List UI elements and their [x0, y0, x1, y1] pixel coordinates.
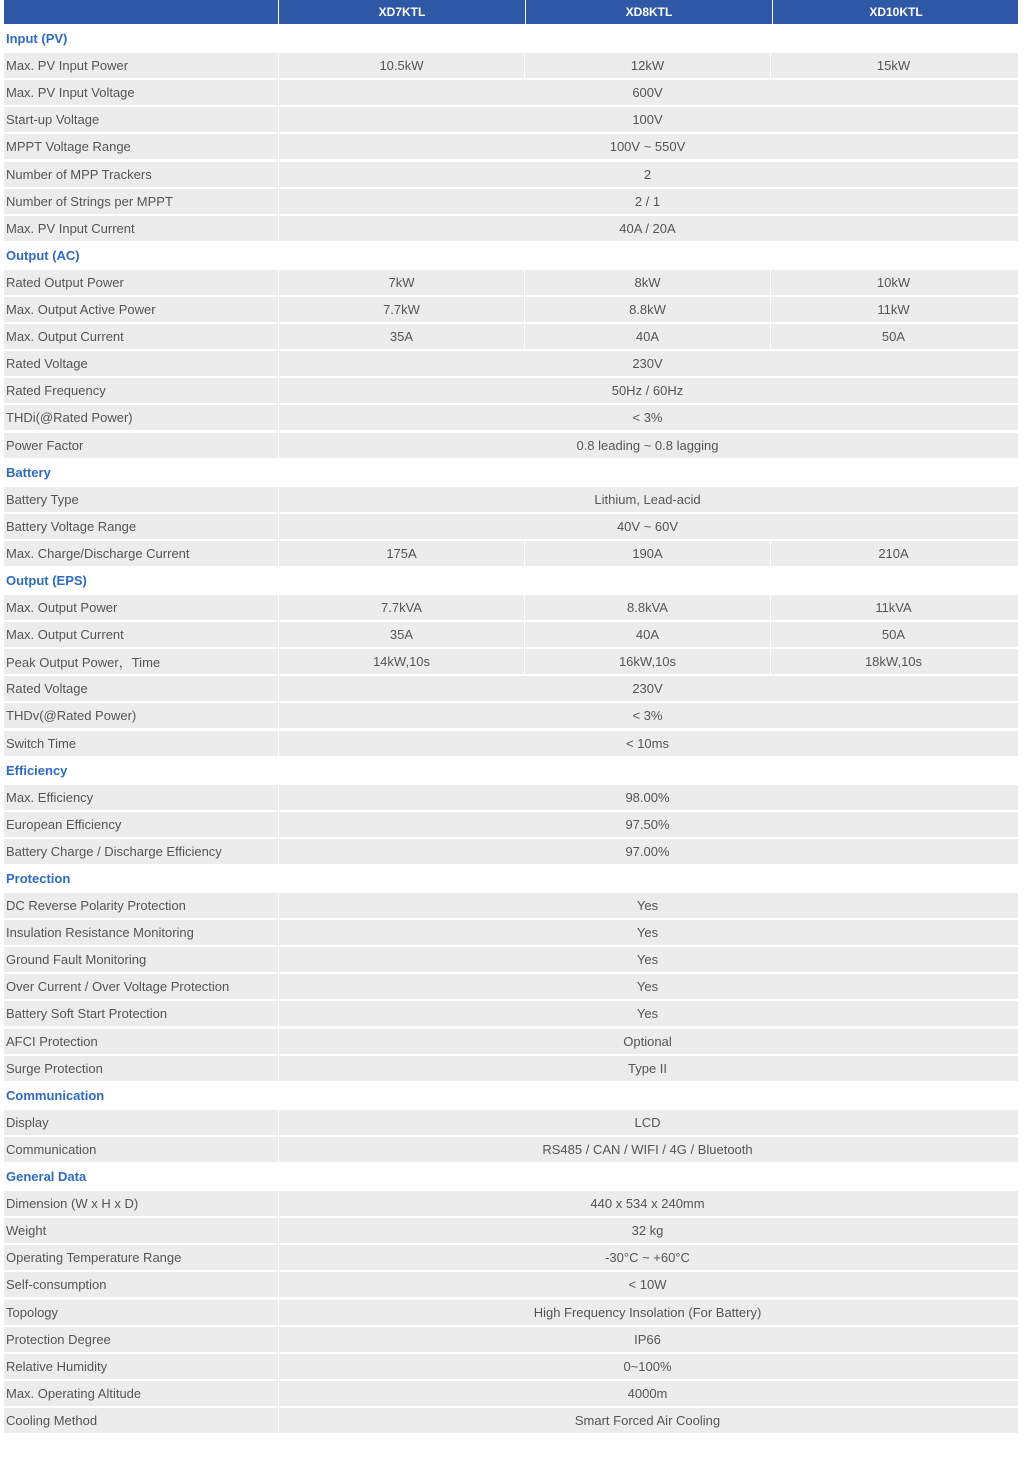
- section-title: Efficiency: [6, 762, 68, 778]
- table-body: [4, 26, 1018, 1433]
- row-value: 10kW: [770, 270, 1016, 295]
- row-label: Rated Output Power: [6, 274, 124, 290]
- row-label: AFCI Protection: [6, 1033, 98, 1049]
- row-label: European Efficiency: [6, 816, 122, 832]
- header-model-xd10ktl: XD10KTL: [772, 0, 1019, 24]
- row-value-shared: Smart Forced Air Cooling: [278, 1408, 1016, 1433]
- row-value: 190A: [524, 541, 770, 566]
- row-label: Max. Output Power: [6, 600, 118, 616]
- table-row: [4, 216, 1018, 241]
- row-value: 11kW: [770, 297, 1016, 322]
- table-row: [4, 649, 1018, 674]
- row-label: Insulation Resistance Monitoring: [6, 925, 194, 941]
- section-title: Output (AC): [6, 247, 80, 263]
- row-label: Battery Voltage Range: [6, 518, 137, 534]
- table-row: [4, 1137, 1018, 1162]
- row-value-shared: Lithium, Lead-acid: [278, 487, 1016, 512]
- row-label: Display: [6, 1114, 49, 1130]
- row-value-shared: 97.00%: [278, 839, 1016, 864]
- table-row: [4, 514, 1018, 539]
- table-row: [4, 1191, 1018, 1216]
- row-value: 8kW: [524, 270, 770, 295]
- table-row: [4, 324, 1018, 349]
- row-label: Rated Voltage: [6, 681, 88, 697]
- table-row: [4, 839, 1018, 864]
- row-value-shared: Yes: [278, 947, 1016, 972]
- table-row: [4, 1381, 1018, 1406]
- row-value: 7kW: [278, 270, 524, 295]
- row-value-shared: RS485 / CAN / WIFI / 4G / Bluetooth: [278, 1137, 1016, 1162]
- table-row: [4, 676, 1018, 701]
- table-row: [4, 1001, 1018, 1026]
- row-value: 8.8kW: [524, 297, 770, 322]
- row-label: Ground Fault Monitoring: [6, 952, 147, 968]
- row-value: 35A: [278, 622, 524, 647]
- row-label: Over Current / Over Voltage Protection: [6, 979, 230, 995]
- header-blank-cell: [4, 0, 278, 24]
- row-label: Operating Temperature Range: [6, 1250, 182, 1266]
- row-value-shared: 0~100%: [278, 1354, 1016, 1379]
- table-row: [4, 134, 1018, 159]
- row-value-shared: 100V ~ 550V: [278, 134, 1016, 159]
- row-value-shared: 600V: [278, 80, 1016, 105]
- row-label: Max. Output Current: [6, 329, 124, 345]
- row-value-shared: < 3%: [278, 703, 1016, 728]
- row-value: 210A: [770, 541, 1016, 566]
- row-value: 11kVA: [770, 595, 1016, 620]
- row-label: Self-consumption: [6, 1277, 107, 1293]
- table-row: [4, 812, 1018, 837]
- row-value-shared: 100V: [278, 107, 1016, 132]
- section-title: Communication: [6, 1087, 105, 1103]
- table-row: [4, 703, 1018, 728]
- row-label: Max. Operating Altitude: [6, 1385, 142, 1401]
- row-label: MPPT Voltage Range: [6, 139, 131, 155]
- table-row: [4, 1408, 1018, 1433]
- row-value-shared: 2: [278, 162, 1016, 187]
- table-row: [4, 53, 1018, 78]
- table-row: [4, 351, 1018, 376]
- row-label: Rated Frequency: [6, 383, 106, 399]
- row-label: Relative Humidity: [6, 1358, 108, 1374]
- row-label: Max. PV Input Current: [6, 220, 135, 236]
- row-value: 35A: [278, 324, 524, 349]
- table-row: [4, 162, 1018, 187]
- section-title: Input (PV): [6, 31, 68, 47]
- table-row: [4, 1110, 1018, 1135]
- row-label: Power Factor: [6, 437, 84, 453]
- header-model-xd8ktl: XD8KTL: [525, 0, 772, 24]
- row-value: 7.7kW: [278, 297, 524, 322]
- table-row: [4, 1354, 1018, 1379]
- table-row: [4, 893, 1018, 918]
- table-row: [4, 270, 1018, 295]
- table-row: [4, 1218, 1018, 1243]
- table-row: [4, 974, 1018, 999]
- row-value-shared: 40A / 20A: [278, 216, 1016, 241]
- table-row: [4, 622, 1018, 647]
- section-header: [4, 758, 1018, 783]
- section-header: [4, 26, 1018, 51]
- table-row: [4, 595, 1018, 620]
- row-label: Battery Charge / Discharge Efficiency: [6, 843, 222, 859]
- row-label: Communication: [6, 1141, 97, 1157]
- row-label: Battery Soft Start Protection: [6, 1006, 168, 1022]
- table-row: [4, 80, 1018, 105]
- section-header: [4, 568, 1018, 593]
- row-label: Topology: [6, 1304, 59, 1320]
- row-value-shared: Yes: [278, 893, 1016, 918]
- row-value-shared: IP66: [278, 1327, 1016, 1352]
- row-value: 15kW: [770, 53, 1016, 78]
- section-header: [4, 866, 1018, 891]
- row-value-shared: 32 kg: [278, 1218, 1016, 1243]
- table-row: [4, 297, 1018, 322]
- row-value: 7.7kVA: [278, 595, 524, 620]
- row-value: 16kW,10s: [524, 649, 770, 674]
- row-label: Number of Strings per MPPT: [6, 193, 173, 209]
- table-header: [4, 0, 1018, 24]
- row-value-shared: < 10ms: [278, 731, 1016, 756]
- table-row: [4, 433, 1018, 458]
- row-value-shared: LCD: [278, 1110, 1016, 1135]
- row-label: Peak Output Power，Time: [6, 655, 161, 671]
- row-value-shared: < 10W: [278, 1272, 1016, 1297]
- section-header: [4, 243, 1018, 268]
- row-label: Weight: [6, 1223, 47, 1239]
- row-label: Max. Output Active Power: [6, 302, 156, 318]
- row-label: Battery Type: [6, 491, 79, 507]
- row-label: Max. Charge/Discharge Current: [6, 545, 190, 561]
- row-value: 40A: [524, 622, 770, 647]
- row-label: Cooling Method: [6, 1412, 98, 1428]
- row-value-shared: Yes: [278, 920, 1016, 945]
- row-value: 8.8kVA: [524, 595, 770, 620]
- row-value-shared: 230V: [278, 351, 1016, 376]
- table-row: [4, 1272, 1018, 1297]
- table-row: [4, 487, 1018, 512]
- row-label: Number of MPP Trackers: [6, 166, 152, 182]
- row-value-shared: 97.50%: [278, 812, 1016, 837]
- spec-table: [4, 0, 1018, 1433]
- row-value-shared: < 3%: [278, 405, 1016, 430]
- row-label: THDi(@Rated Power): [6, 410, 133, 426]
- row-value-shared: Type II: [278, 1056, 1016, 1081]
- table-row: [4, 1056, 1018, 1081]
- row-value: 18kW,10s: [770, 649, 1016, 674]
- table-row: [4, 378, 1018, 403]
- table-row: [4, 920, 1018, 945]
- row-value-shared: 4000m: [278, 1381, 1016, 1406]
- section-title: Protection: [6, 871, 71, 886]
- row-value-shared: 40V ~ 60V: [278, 514, 1016, 539]
- row-value-shared: Optional: [278, 1029, 1016, 1054]
- section-header: [4, 1164, 1018, 1189]
- table-row: [4, 947, 1018, 972]
- row-label: DC Reverse Polarity Protection: [6, 898, 186, 914]
- row-value: 40A: [524, 324, 770, 349]
- table-row: [4, 1300, 1018, 1325]
- row-value-shared: 98.00%: [278, 785, 1016, 810]
- row-label: Max. PV Input Voltage: [6, 85, 135, 101]
- header-model-xd7ktl: XD7KTL: [278, 0, 525, 24]
- row-value: 50A: [770, 622, 1016, 647]
- row-value-shared: 2 / 1: [278, 189, 1016, 214]
- row-label: THDv(@Rated Power): [6, 708, 137, 724]
- table-row: [4, 1245, 1018, 1270]
- row-label: Protection Degree: [6, 1331, 111, 1347]
- row-value-shared: 440 x 534 x 240mm: [278, 1191, 1016, 1216]
- table-row: [4, 405, 1018, 430]
- row-value-shared: 230V: [278, 676, 1016, 701]
- row-label: Max. Efficiency: [6, 789, 94, 805]
- row-label: Start-up Voltage: [6, 112, 100, 128]
- row-value-shared: 0.8 leading ~ 0.8 lagging: [278, 433, 1016, 458]
- section-title: Battery: [6, 464, 51, 480]
- table-row: [4, 1327, 1018, 1352]
- row-label: Max. Output Current: [6, 627, 124, 643]
- row-value: 10.5kW: [278, 53, 524, 78]
- row-value-shared: Yes: [278, 1001, 1016, 1026]
- row-value-shared: 50Hz / 60Hz: [278, 378, 1016, 403]
- table-row: [4, 541, 1018, 566]
- section-title: Output (EPS): [6, 572, 87, 588]
- row-value: 14kW,10s: [278, 649, 524, 674]
- row-value-shared: Yes: [278, 974, 1016, 999]
- section-title: General Data: [6, 1169, 87, 1185]
- row-label: Surge Protection: [6, 1060, 103, 1076]
- section-header: [4, 460, 1018, 485]
- section-header: [4, 1083, 1018, 1108]
- row-label: Dimension (W x H x D): [6, 1196, 139, 1212]
- row-value: 175A: [278, 541, 524, 566]
- table-row: [4, 189, 1018, 214]
- table-row: [4, 785, 1018, 810]
- table-row: [4, 731, 1018, 756]
- row-value-shared: High Frequency Insolation (For Battery): [278, 1300, 1016, 1325]
- row-value: 50A: [770, 324, 1016, 349]
- row-value: 12kW: [524, 53, 770, 78]
- row-label: Rated Voltage: [6, 356, 88, 372]
- row-value-shared: -30°C ~ +60°C: [278, 1245, 1016, 1270]
- row-label: Switch Time: [6, 735, 77, 751]
- table-row: [4, 1029, 1018, 1054]
- row-label: Max. PV Input Power: [6, 58, 129, 74]
- table-row: [4, 107, 1018, 132]
